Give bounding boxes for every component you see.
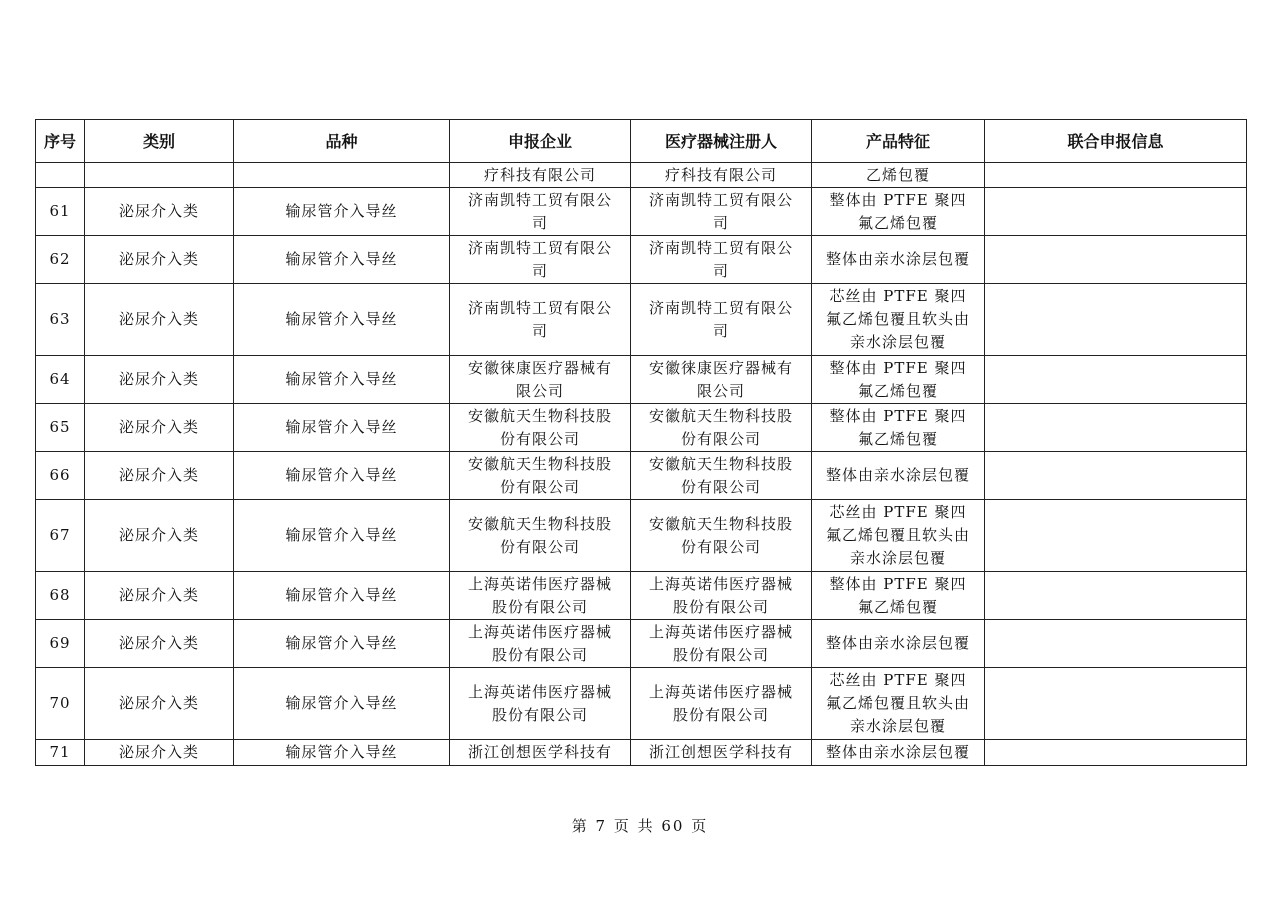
cell-variety: 输尿管介入导丝 bbox=[234, 188, 450, 236]
cell-joint-application bbox=[985, 668, 1247, 740]
cell-serial-number: 67 bbox=[36, 500, 85, 572]
cell-category: 泌尿介入类 bbox=[85, 452, 234, 500]
cell-applicant: 安徽航天生物科技股份有限公司 bbox=[450, 500, 631, 572]
cell-joint-application bbox=[985, 740, 1247, 766]
cell-joint-application bbox=[985, 188, 1247, 236]
table-row bbox=[36, 500, 1247, 572]
product-table bbox=[35, 119, 1247, 766]
cell-serial-number: 66 bbox=[36, 452, 85, 500]
table-row bbox=[36, 404, 1247, 452]
cell-applicant: 安徽徕康医疗器械有限公司 bbox=[450, 356, 631, 404]
cell-serial-number: 62 bbox=[36, 236, 85, 284]
cell-product-feature: 整体由亲水涂层包覆 bbox=[812, 620, 985, 668]
cell-registrant: 安徽徕康医疗器械有限公司 bbox=[631, 356, 812, 404]
cell-product-feature: 整体由 PTFE 聚四氟乙烯包覆 bbox=[812, 572, 985, 620]
cell-serial-number: 71 bbox=[36, 740, 85, 766]
cell-registrant: 安徽航天生物科技股份有限公司 bbox=[631, 452, 812, 500]
header-joint-application: 联合申报信息 bbox=[985, 120, 1247, 163]
cell-applicant: 浙江创想医学科技有 bbox=[450, 740, 631, 766]
cell-category: 泌尿介入类 bbox=[85, 284, 234, 356]
cell-serial-number: 68 bbox=[36, 572, 85, 620]
cell-registrant: 济南凯特工贸有限公司 bbox=[631, 188, 812, 236]
cell-variety: 输尿管介入导丝 bbox=[234, 500, 450, 572]
cell-product-feature: 芯丝由 PTFE 聚四氟乙烯包覆且软头由亲水涂层包覆 bbox=[812, 500, 985, 572]
cell-serial-number: 61 bbox=[36, 188, 85, 236]
cell-registrant: 安徽航天生物科技股份有限公司 bbox=[631, 500, 812, 572]
cell-registrant: 济南凯特工贸有限公司 bbox=[631, 284, 812, 356]
cell-applicant: 济南凯特工贸有限公司 bbox=[450, 236, 631, 284]
cell-product-feature: 整体由 PTFE 聚四氟乙烯包覆 bbox=[812, 356, 985, 404]
cell-applicant: 安徽航天生物科技股份有限公司 bbox=[450, 452, 631, 500]
cell-category: 泌尿介入类 bbox=[85, 356, 234, 404]
cell-serial-number: 70 bbox=[36, 668, 85, 740]
table-row bbox=[36, 356, 1247, 404]
cell-applicant: 疗科技有限公司 bbox=[450, 163, 631, 188]
cell-product-feature: 整体由 PTFE 聚四氟乙烯包覆 bbox=[812, 188, 985, 236]
cell-applicant: 上海英诺伟医疗器械股份有限公司 bbox=[450, 668, 631, 740]
cell-category: 泌尿介入类 bbox=[85, 620, 234, 668]
cell-joint-application bbox=[985, 356, 1247, 404]
cell-joint-application bbox=[985, 500, 1247, 572]
cell-serial-number bbox=[36, 163, 85, 188]
cell-serial-number: 69 bbox=[36, 620, 85, 668]
cell-applicant: 济南凯特工贸有限公司 bbox=[450, 284, 631, 356]
cell-joint-application bbox=[985, 452, 1247, 500]
cell-joint-application bbox=[985, 236, 1247, 284]
cell-registrant: 疗科技有限公司 bbox=[631, 163, 812, 188]
table-header-row bbox=[36, 120, 1247, 163]
cell-registrant: 安徽航天生物科技股份有限公司 bbox=[631, 404, 812, 452]
cell-applicant: 上海英诺伟医疗器械股份有限公司 bbox=[450, 620, 631, 668]
header-category: 类别 bbox=[85, 120, 234, 163]
cell-variety: 输尿管介入导丝 bbox=[234, 452, 450, 500]
table-row bbox=[36, 236, 1247, 284]
header-product-feature: 产品特征 bbox=[812, 120, 985, 163]
page-number: 第 7 页 共 60 页 bbox=[571, 817, 709, 835]
table-row bbox=[36, 452, 1247, 500]
cell-category: 泌尿介入类 bbox=[85, 740, 234, 766]
table-row bbox=[36, 284, 1247, 356]
table-row bbox=[36, 163, 1247, 188]
cell-joint-application bbox=[985, 163, 1247, 188]
cell-category: 泌尿介入类 bbox=[85, 572, 234, 620]
cell-category: 泌尿介入类 bbox=[85, 188, 234, 236]
cell-product-feature: 整体由亲水涂层包覆 bbox=[812, 740, 985, 766]
cell-product-feature: 整体由亲水涂层包覆 bbox=[812, 452, 985, 500]
cell-applicant: 上海英诺伟医疗器械股份有限公司 bbox=[450, 572, 631, 620]
cell-serial-number: 63 bbox=[36, 284, 85, 356]
header-registrant: 医疗器械注册人 bbox=[631, 120, 812, 163]
table-row bbox=[36, 740, 1247, 766]
cell-variety: 输尿管介入导丝 bbox=[234, 668, 450, 740]
cell-registrant: 上海英诺伟医疗器械股份有限公司 bbox=[631, 572, 812, 620]
cell-variety: 输尿管介入导丝 bbox=[234, 236, 450, 284]
cell-variety: 输尿管介入导丝 bbox=[234, 356, 450, 404]
cell-applicant: 济南凯特工贸有限公司 bbox=[450, 188, 631, 236]
cell-registrant: 济南凯特工贸有限公司 bbox=[631, 236, 812, 284]
cell-joint-application bbox=[985, 572, 1247, 620]
cell-variety: 输尿管介入导丝 bbox=[234, 404, 450, 452]
cell-variety: 输尿管介入导丝 bbox=[234, 284, 450, 356]
cell-category: 泌尿介入类 bbox=[85, 404, 234, 452]
cell-category: 泌尿介入类 bbox=[85, 236, 234, 284]
cell-product-feature: 整体由亲水涂层包覆 bbox=[812, 236, 985, 284]
table-body bbox=[36, 163, 1247, 766]
cell-category: 泌尿介入类 bbox=[85, 500, 234, 572]
header-serial-number: 序号 bbox=[36, 120, 85, 163]
table-row bbox=[36, 188, 1247, 236]
table-row bbox=[36, 572, 1247, 620]
cell-joint-application bbox=[985, 284, 1247, 356]
cell-product-feature: 整体由 PTFE 聚四氟乙烯包覆 bbox=[812, 404, 985, 452]
cell-product-feature: 芯丝由 PTFE 聚四氟乙烯包覆且软头由亲水涂层包覆 bbox=[812, 668, 985, 740]
cell-product-feature: 乙烯包覆 bbox=[812, 163, 985, 188]
cell-variety: 输尿管介入导丝 bbox=[234, 740, 450, 766]
cell-product-feature: 芯丝由 PTFE 聚四氟乙烯包覆且软头由亲水涂层包覆 bbox=[812, 284, 985, 356]
cell-registrant: 上海英诺伟医疗器械股份有限公司 bbox=[631, 668, 812, 740]
cell-variety: 输尿管介入导丝 bbox=[234, 572, 450, 620]
cell-variety: 输尿管介入导丝 bbox=[234, 620, 450, 668]
cell-applicant: 安徽航天生物科技股份有限公司 bbox=[450, 404, 631, 452]
table-row bbox=[36, 668, 1247, 740]
cell-serial-number: 65 bbox=[36, 404, 85, 452]
cell-variety bbox=[234, 163, 450, 188]
header-variety: 品种 bbox=[234, 120, 450, 163]
cell-registrant: 上海英诺伟医疗器械股份有限公司 bbox=[631, 620, 812, 668]
cell-joint-application bbox=[985, 404, 1247, 452]
cell-serial-number: 64 bbox=[36, 356, 85, 404]
header-applicant: 申报企业 bbox=[450, 120, 631, 163]
cell-joint-application bbox=[985, 620, 1247, 668]
cell-registrant: 浙江创想医学科技有 bbox=[631, 740, 812, 766]
cell-category: 泌尿介入类 bbox=[85, 668, 234, 740]
cell-category bbox=[85, 163, 234, 188]
table-row bbox=[36, 620, 1247, 668]
